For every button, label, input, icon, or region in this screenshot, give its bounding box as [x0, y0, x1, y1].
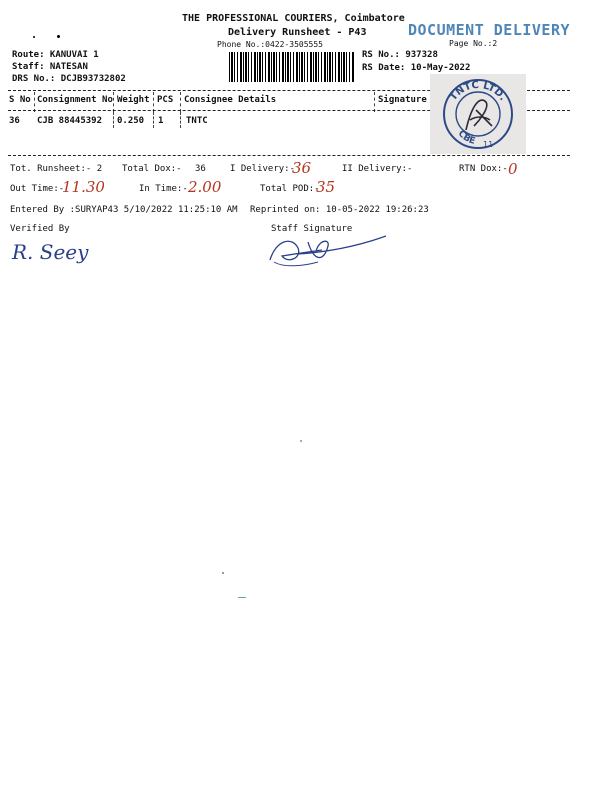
in-time-value: 2.00 [188, 178, 222, 196]
i-delivery-value: 36 [292, 159, 312, 177]
row-consignment: CJB 88445392 [37, 116, 103, 126]
verifier-signature: R. Seey [12, 240, 89, 264]
column-divider [374, 92, 375, 112]
total-dox-value: 36 [195, 164, 206, 174]
page-number: Page No.:2 [449, 39, 498, 48]
staff-label: Staff: NATESAN [12, 62, 88, 72]
out-time-value: 11.30 [62, 178, 105, 196]
i-delivery-label: I Delivery:- [230, 164, 296, 174]
staff-signature-label: Staff Signature [271, 224, 353, 234]
column-divider [113, 112, 114, 128]
round-company-stamp [436, 76, 520, 152]
total-pod-label: Total POD:- [260, 184, 320, 194]
stamp-bottom-text: CBE [455, 128, 477, 147]
stamp-top-text: TNTC LTD. [447, 79, 509, 103]
scan-dot [33, 36, 35, 38]
col-weight: Weight [117, 95, 150, 105]
scan-speck [300, 440, 302, 442]
total-pod-value: 35 [316, 178, 336, 196]
stamp-signature-scribble [466, 100, 492, 130]
column-divider [153, 112, 154, 128]
row-pcs: 1 [158, 116, 164, 126]
col-pcs: PCS [157, 95, 174, 105]
col-consignee: Consignee Details [184, 95, 277, 105]
document-delivery-stamp: DOCUMENT DELIVERY [408, 21, 571, 39]
rs-date: RS Date: 10-May-2022 [362, 63, 471, 73]
col-consignment: Consignment No [37, 95, 113, 105]
scan-speck [238, 597, 246, 598]
row-consignee: TNTC [186, 116, 208, 126]
reprinted-on: Reprinted on: 10-05-2022 19:26:23 [250, 205, 429, 215]
in-time-label: In Time:- [139, 184, 188, 194]
phone-number: Phone No.:0422-3505555 [217, 40, 323, 49]
rtn-dox-label: RTN Dox:- [459, 164, 508, 174]
staff-signature [268, 232, 388, 272]
out-time-label: Out Time:- [10, 184, 65, 194]
scan-dot [57, 35, 60, 38]
table-bottom-rule [8, 155, 570, 156]
verified-by-label: Verified By [10, 224, 70, 234]
row-weight: 0.250 [117, 116, 145, 126]
drs-number: DRS No.: DCJB93732802 [12, 74, 126, 84]
col-sno: S No [9, 95, 31, 105]
column-divider [153, 92, 154, 112]
total-runsheet: Tot. Runsheet:- 2 [10, 164, 103, 174]
column-divider [113, 92, 114, 112]
rtn-dox-value: 0 [508, 160, 518, 178]
stamp-number: 11 [483, 140, 494, 149]
document-title: Delivery Runsheet - P43 [228, 27, 367, 38]
barcode [229, 52, 354, 82]
column-divider [180, 112, 181, 128]
ii-delivery-label: II Delivery:- [342, 164, 413, 174]
rs-number: RS No.: 937328 [362, 50, 438, 60]
company-name: THE PROFESSIONAL COURIERS, Coimbatore [182, 13, 405, 24]
col-signature: Signature [378, 95, 427, 105]
row-sno: 36 [9, 116, 20, 126]
column-divider [180, 92, 181, 112]
total-dox-label: Total Dox:- [122, 164, 182, 174]
svg-text:CBE [456, 129, 477, 147]
entered-by: Entered By :SURYAP43 5/10/2022 11:25:10 AM [10, 205, 238, 215]
route-label: Route: KANUVAI 1 [12, 50, 99, 60]
column-divider [34, 92, 35, 112]
scan-speck [222, 572, 224, 574]
